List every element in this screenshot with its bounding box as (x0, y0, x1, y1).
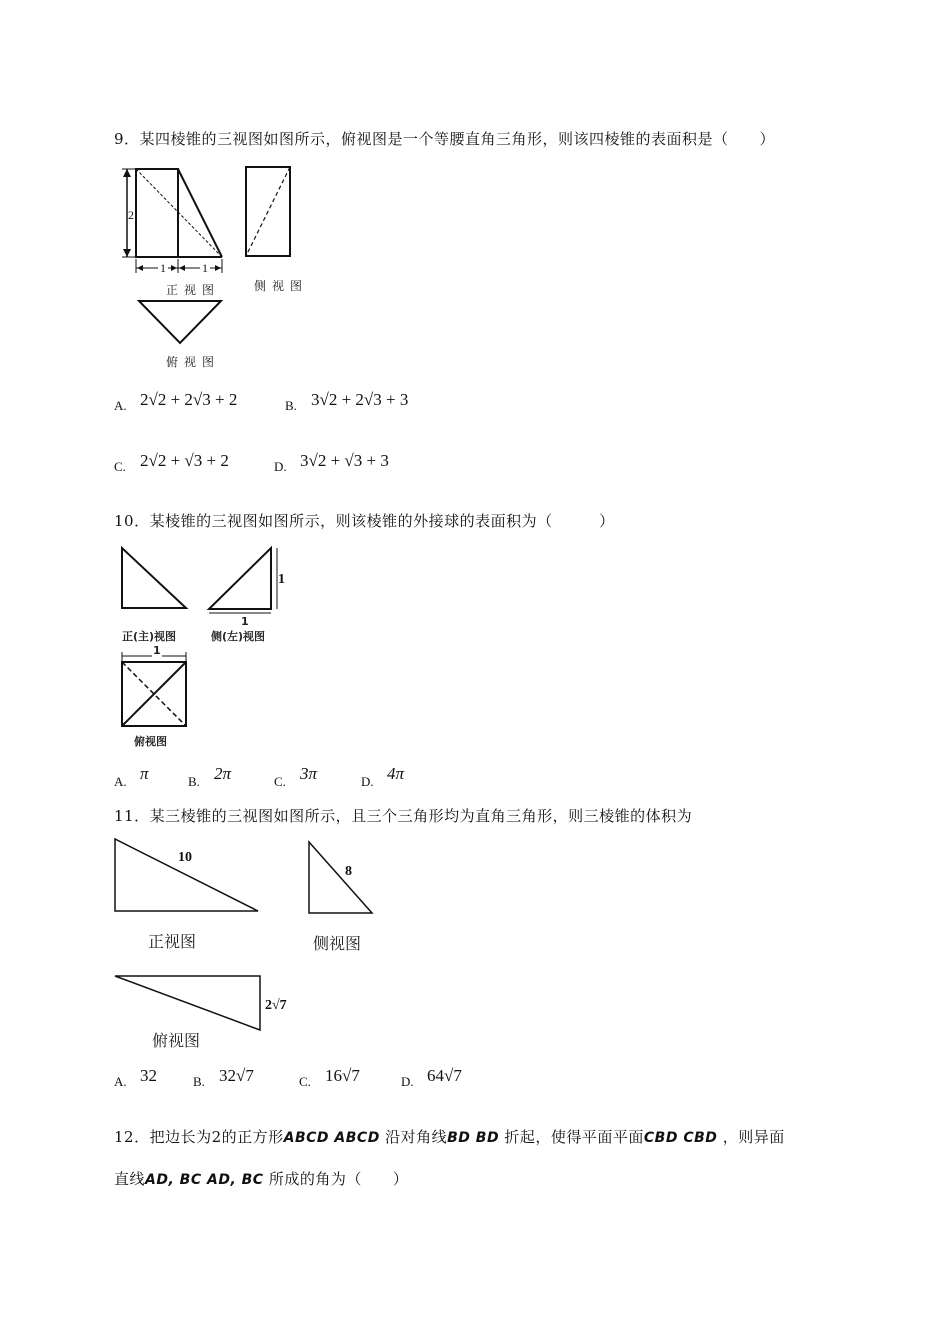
q10-option-a-value: π (140, 764, 149, 783)
q12-line2-b: 所成的角为（ ） (268, 1170, 409, 1188)
q9-text: 9．某四棱锥的三视图如图所示，俯视图是一个等腰直角三角形，则该四棱锥的表面积是（ ） (114, 130, 776, 148)
q11-option-d-value: 64√7 (427, 1066, 462, 1085)
q10-option-c-letter: C. (274, 774, 286, 789)
q10-option-c-value: 3π (300, 764, 318, 783)
q12-line1 (114, 1126, 785, 1147)
q12-line2-a: 直线 (114, 1170, 146, 1188)
q9-dim-height: 2 (128, 208, 134, 222)
q10-option-b-letter: B. (188, 774, 200, 789)
q12-line2 (114, 1168, 408, 1189)
q10-option-b-value: 2π (214, 764, 232, 783)
q10-text: 10．某棱锥的三视图如图所示，则该棱锥的外接球的表面积为（ ） (114, 512, 615, 530)
q9-side-caption: 侧视图 (254, 279, 309, 293)
q12-line1-d: ，则异面 (722, 1128, 785, 1146)
q11-front-label: 10 (178, 850, 192, 865)
q11-text: 11．某三棱锥的三视图如图所示，且三个三角形均为直角三角形，则三棱锥的体积为 (114, 807, 693, 825)
q12-line1-a: 12．把边长为2的正方形 (114, 1128, 284, 1146)
q9-option-b-letter: B. (285, 398, 297, 413)
q11-option-c-value: 16√7 (325, 1066, 360, 1085)
q9-top-view (136, 296, 226, 348)
q12-lines-math: AD, BC AD, BC (145, 1172, 264, 1188)
q11-option-b-value: 32√7 (219, 1066, 254, 1085)
q11-option-b-letter: B. (193, 1074, 205, 1089)
q10-front-caption: 正(主)视图 (122, 630, 177, 643)
q10-option-d-value: 4π (387, 764, 405, 783)
q9-front-view (118, 160, 228, 275)
q9-front-caption: 正视图 (166, 283, 221, 297)
q11-top-caption: 俯视图 (152, 1031, 201, 1050)
q11-option-c-letter: C. (299, 1074, 311, 1089)
q9-option-c-value: 2√2 + √3 + 2 (140, 451, 229, 470)
q10-dim-top-width: 1 (153, 644, 161, 657)
q9-dim-w1: 1 (160, 261, 166, 275)
q10-front-view (118, 545, 190, 611)
q11-front-view (112, 836, 262, 916)
q9-side-view (244, 165, 294, 265)
q11-option-a-value: 32 (140, 1066, 157, 1085)
q9-option-a-letter: A. (114, 398, 127, 413)
q12-line1-c: 折起，使得平面平面 (504, 1128, 644, 1146)
q12-plane-math: CBD CBD (643, 1130, 718, 1146)
q9-dim-w2: 1 (202, 261, 208, 275)
q12-square-math: ABCD ABCD (283, 1130, 380, 1146)
q11-option-a-letter: A. (114, 1074, 127, 1089)
q9-option-d-value: 3√2 + √3 + 3 (300, 451, 389, 470)
q9-option-b-value: 3√2 + 2√3 + 3 (311, 390, 409, 409)
q10-option-a-letter: A. (114, 774, 127, 789)
q11-side-label: 8 (345, 864, 352, 879)
q11-top-view (112, 972, 264, 1034)
q11-front-caption: 正视图 (148, 932, 197, 951)
q12-line1-b: 沿对角线 (385, 1128, 448, 1146)
q10-dim-side-height: 1 (278, 572, 285, 587)
q9-option-c-letter: C. (114, 459, 126, 474)
q11-side-view (306, 839, 376, 917)
q9-top-caption: 俯视图 (166, 355, 221, 369)
q9-option-a-value: 2√2 + 2√3 + 2 (140, 390, 238, 409)
q10-top-view (118, 650, 190, 730)
q10-dim-side-width: 1 (241, 615, 249, 628)
q10-top-caption: 俯视图 (134, 735, 167, 748)
q10-option-d-letter: D. (361, 774, 374, 789)
q10-side-caption: 侧(左)视图 (211, 630, 266, 643)
q12-diag-math: BD BD (447, 1130, 500, 1146)
q11-top-label: 2√7 (265, 998, 287, 1013)
q11-side-caption: 侧视图 (313, 934, 362, 953)
q9-option-d-letter: D. (274, 459, 287, 474)
q11-option-d-letter: D. (401, 1074, 414, 1089)
